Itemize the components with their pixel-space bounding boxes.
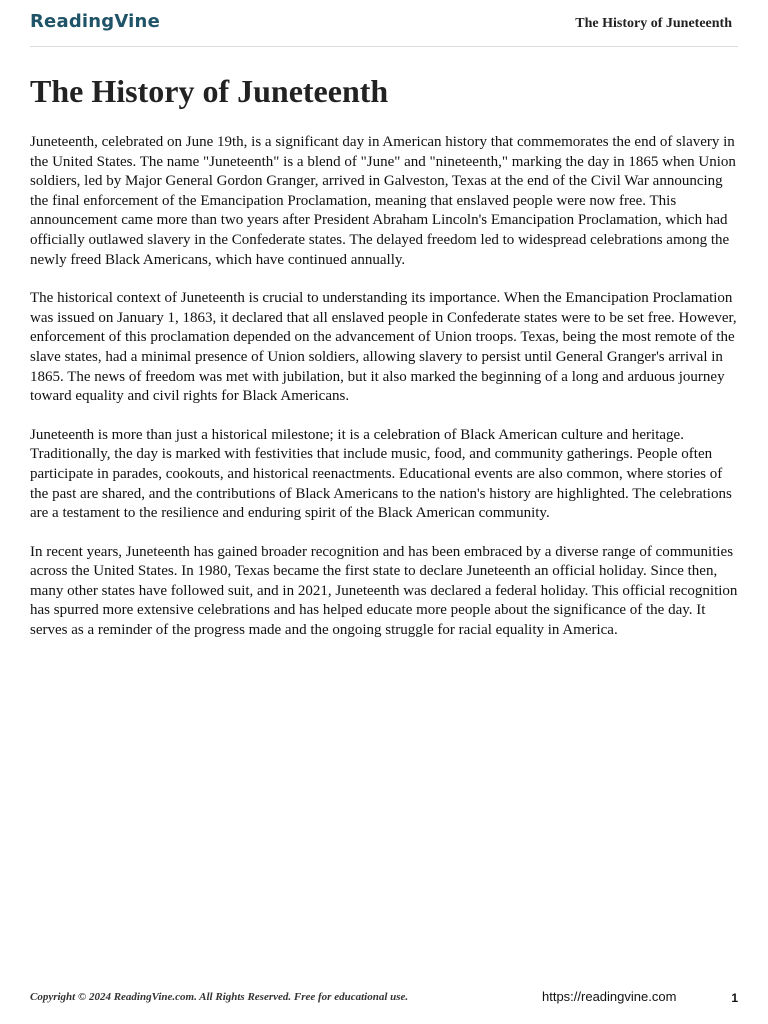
article-body bbox=[30, 133, 740, 660]
site-url-link[interactable]: https://readingvine.com bbox=[542, 989, 677, 1004]
running-title: The History of Juneteenth bbox=[575, 16, 732, 31]
page-number: 1 bbox=[731, 991, 738, 1005]
paragraph-1: Juneteenth, celebrated on June 19th, is a significant day in American history that commemorates the end of slavery in the United States. The name "Juneteenth" is a blend of "June" and "nineteenth," marking the day in 1865 when Union soldiers, led by Major General Gordon Granger, arrived in Galveston, Texas at the end of the Civil War announcing the final enforcement of the Emancipation Proclamation, meaning that enslaved people were now free. This announcement came more than two years after President Abraham Lincoln's Emancipation Proclamation, which had officially outlawed slavery in the Confederate states. The delayed freedom led to widespread celebrations among the newly freed Black Americans, which have continued annually. bbox=[30, 134, 736, 268]
copyright-notice: Copyright © 2024 ReadingVine.com. All Rights Reserved. Free for educational use. bbox=[30, 991, 409, 1003]
paragraph-2: The historical context of Juneteenth is crucial to understanding its importance. When the Emancipation Proclamation was issued on January 1, 1863, it declared that all enslaved people in Confederate states were to be set free. However, enforcement of this proclamation depended on the advancement of Union troops. Texas, being the most remote of the slave states, had a minimal presence of Union soldiers, allowing slavery to persist until General Granger's arrival in 1865. The news of freedom was met with jubilation, but it also marked the beginning of a long and arduous journey toward equality and civil rights for Black Americans. bbox=[30, 290, 737, 405]
page-title: The History of Juneteenth bbox=[30, 73, 389, 109]
page-header bbox=[30, 0, 738, 47]
readingvine-logo[interactable]: ReadingVine bbox=[30, 11, 160, 32]
page-footer bbox=[30, 988, 738, 1008]
paragraph-3: Juneteenth is more than just a historical milestone; it is a celebration of Black American culture and heritage. Traditionally, the day is marked with festivities that include music, food, and community gatherings. People often participate in parades, cookouts, and historical reenactments. Educational events are also common, where stories of the past are shared, and the contributions of Black Americans to the nation's history are highlighted. The celebrations are a testament to the resilience and enduring spirit of the Black American community. bbox=[30, 426, 732, 522]
paragraph-4: In recent years, Juneteenth has gained broader recognition and has been embraced by a diverse range of communities across the United States. In 1980, Texas became the first state to declare Juneteenth an official holiday. Since then, many other states have followed suit, and in 2021, Juneteenth was declared a federal holiday. This official recognition has spurred more extensive celebrations and has helped educate more people about the significance of the day. It serves as a reminder of the progress made and the ongoing struggle for racial equality in America. bbox=[30, 543, 738, 639]
